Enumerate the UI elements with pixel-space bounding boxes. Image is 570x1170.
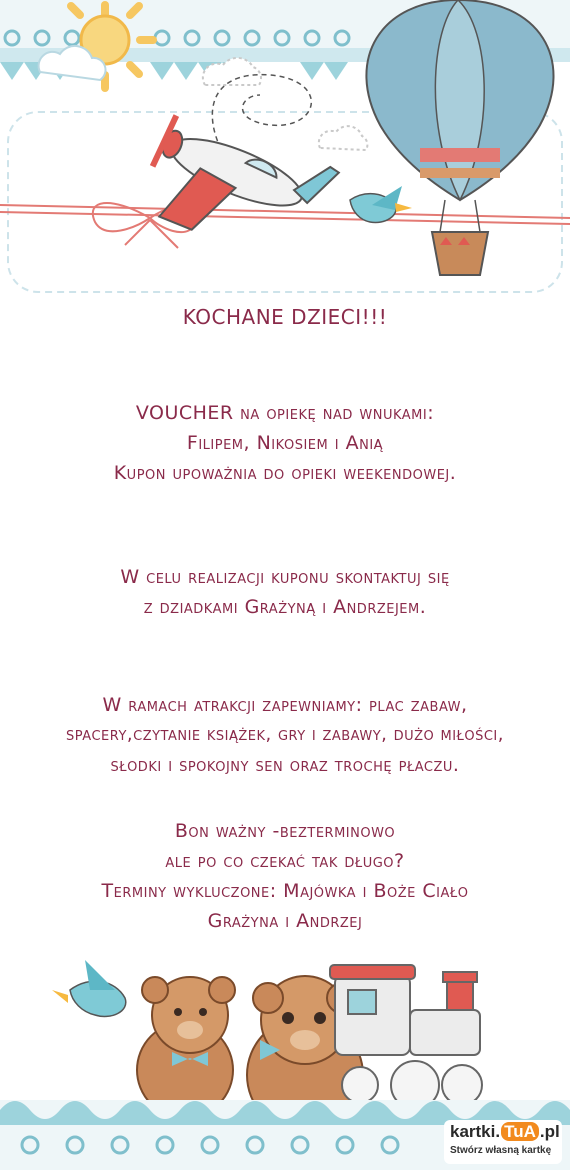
- logo-suffix: .pl: [539, 1122, 560, 1141]
- validity-line: Terminy wykluczone: Majówka i Boże Ciało: [101, 880, 469, 902]
- bird-icon: [52, 960, 126, 1016]
- card-heading: KOCHANE DZIECI!!!: [182, 305, 388, 329]
- logo-accent: TuA: [501, 1122, 539, 1141]
- kartki-logo[interactable]: [444, 1120, 562, 1164]
- teddy-bear-icon: [137, 977, 235, 1118]
- validity-line: Bon ważny -bezterminowo: [174, 820, 396, 842]
- contact-paragraph: [0, 562, 570, 622]
- logo-prefix: kartki.: [450, 1122, 501, 1141]
- attractions-line: W ramach atrakcji zapewniamy: plac zabaw,: [102, 694, 468, 716]
- validity-paragraph: [0, 816, 570, 936]
- attractions-line: słodki i spokojny sen oraz trochę płaczu.: [110, 754, 460, 776]
- logo-text: [450, 1122, 560, 1142]
- hot-air-balloon-icon: [366, 0, 553, 275]
- cloud-icon: [319, 126, 368, 150]
- voucher-paragraph: [0, 398, 570, 488]
- bird-icon: [350, 186, 412, 223]
- card-heading-block: [0, 302, 570, 332]
- voucher-line: VOUCHER na opiekę nad wnukami:: [135, 402, 435, 424]
- attractions-paragraph: [0, 690, 570, 780]
- logo-tagline: Stwórz własną kartkę: [450, 1145, 552, 1156]
- attractions-line: spacery,czytanie książek, gry i zabawy, dużo miłości,: [66, 724, 504, 745]
- validity-line: ale po co czekać tak długo?: [165, 850, 405, 872]
- voucher-line: Filipem, Nikosiem i Anią: [186, 432, 384, 454]
- voucher-line: Kupon upoważnia do opieki weekendowej.: [113, 462, 457, 484]
- contact-line: z dziadkami Grażyną i Andrzejem.: [143, 596, 427, 618]
- contact-line: W celu realizacji kuponu skontaktuj się: [120, 566, 450, 588]
- airplane-icon: [136, 105, 339, 273]
- toy-train-icon: [330, 965, 482, 1109]
- signature-line: Grażyna i Andrzej: [207, 910, 363, 932]
